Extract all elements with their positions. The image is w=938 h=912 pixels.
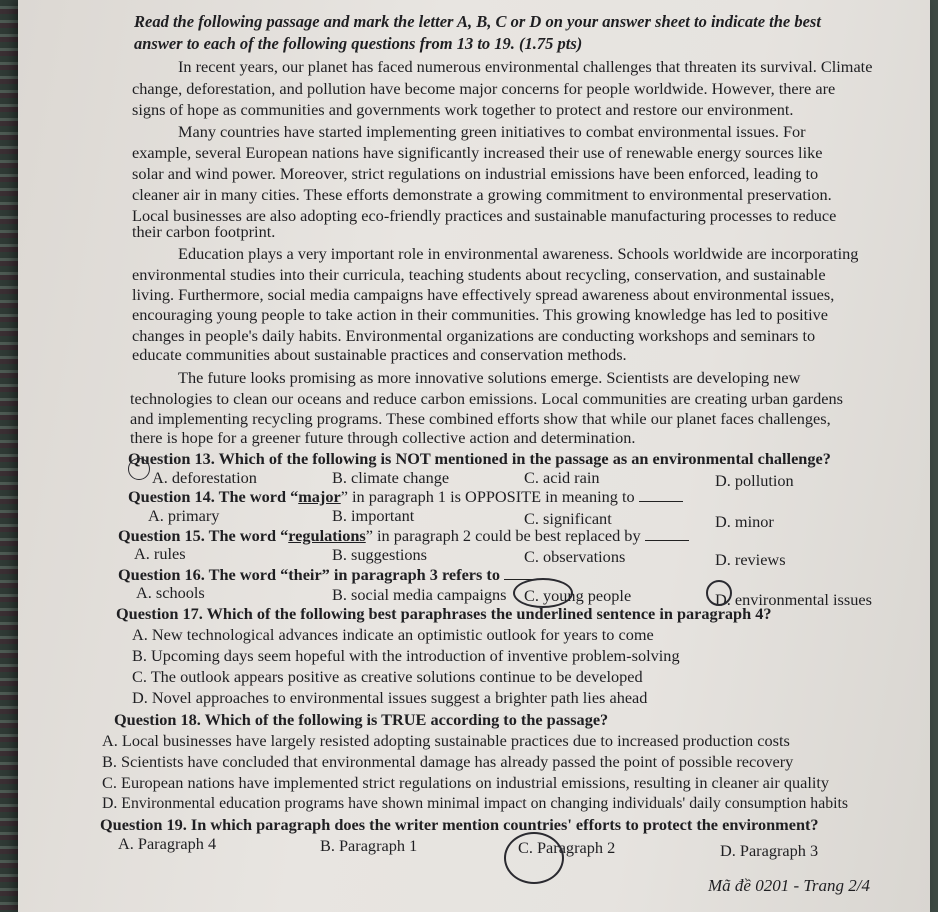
question-13-option-b: B. climate change bbox=[332, 468, 450, 487]
question-13-option-c: C. acid rain bbox=[524, 468, 600, 487]
question-14-option-a: A. primary bbox=[148, 506, 220, 525]
instruction-line-2: answer to each of the following questions from 13 to 19. (1.75 pts) bbox=[134, 34, 583, 53]
question-13-option-a: A. deforestation bbox=[152, 468, 257, 487]
paragraph-2-line: Local businesses are also adopting eco-friendly practices and sustainable manufacturing processes to reduce bbox=[132, 206, 837, 225]
question-14-option-c: C. significant bbox=[524, 509, 612, 528]
question-16-option-a: A. schools bbox=[136, 583, 205, 602]
question-13-stem: Question 13. Which of the following is NOT mentioned in the passage as an environmental challenge? bbox=[128, 449, 831, 468]
paragraph-4-line: technologies to clean our oceans and reduce carbon emissions. Local communities are creating urban gardens bbox=[130, 389, 843, 408]
question-17-option-a: A. New technological advances indicate an optimistic outlook for years to come bbox=[132, 625, 654, 644]
question-18-option-d: D. Environmental education programs have shown minimal impact on changing individuals' daily consumption habits bbox=[102, 795, 849, 812]
question-16-option-d: D. environmental issues bbox=[715, 590, 872, 609]
paragraph-3-line: encouraging young people to take action in their communities. This growing knowledge has led to positive bbox=[132, 305, 829, 324]
answer-mark-circle bbox=[706, 580, 732, 606]
page-footer: Mã đề 0201 - Trang 2/4 bbox=[708, 876, 870, 895]
question-16-stem-text: Question 16. The word “their” in paragraph 3 refers to bbox=[118, 565, 500, 584]
question-15-stem bbox=[118, 526, 689, 546]
question-15-option-a: A. rules bbox=[134, 544, 186, 563]
instruction-line-1: Read the following passage and mark the letter A, B, C or D on your answer sheet to indicate the best bbox=[134, 12, 821, 31]
question-18-stem: Question 18. Which of the following is TRUE according to the passage? bbox=[114, 710, 609, 729]
question-17-stem: Question 17. Which of the following best paraphrases the underlined sentence in paragraph 4? bbox=[116, 604, 772, 623]
question-13-option-d: D. pollution bbox=[715, 471, 794, 490]
paragraph-2-line: example, several European nations have significantly increased their use of renewable energy sources like bbox=[132, 143, 823, 162]
question-14-word: major bbox=[298, 487, 341, 506]
paragraph-3-line: living. Furthermore, social media campaigns have effectively spread awareness about environmental issues, bbox=[132, 285, 835, 304]
paragraph-2-line: their carbon footprint. bbox=[132, 222, 276, 241]
paragraph-4-line: there is hope for a greener future through collective action and determination. bbox=[130, 428, 636, 447]
answer-blank bbox=[645, 526, 689, 541]
paragraph-1-line: In recent years, our planet has faced numerous environmental challenges that threaten its survival. Climate bbox=[178, 57, 873, 76]
paragraph-2-line: solar and wind power. Moreover, strict regulations on industrial emissions have been enforced, leading to bbox=[132, 164, 819, 183]
paragraph-4-line: The future looks promising as more innovative solutions emerge. Scientists are developing new bbox=[178, 368, 801, 387]
question-16-option-b: B. social media campaigns bbox=[332, 585, 507, 604]
question-14-option-b: B. important bbox=[332, 506, 415, 525]
question-14-option-d: D. minor bbox=[715, 512, 774, 531]
paragraph-1-line: change, deforestation, and pollution have become major concerns for people worldwide. However, there are bbox=[132, 79, 836, 98]
question-19-stem: Question 19. In which paragraph does the writer mention countries' efforts to protect the environment? bbox=[100, 815, 819, 834]
question-15-stem-post: ” in paragraph 2 could be best replaced by bbox=[365, 526, 641, 545]
question-14-stem bbox=[128, 487, 683, 507]
question-17-option-b: B. Upcoming days seem hopeful with the introduction of inventive problem-solving bbox=[132, 646, 680, 665]
paragraph-2-line: Many countries have started implementing green initiatives to combat environmental issues. For bbox=[178, 122, 806, 141]
question-15-option-c: C. observations bbox=[524, 547, 626, 566]
question-18-option-b: B. Scientists have concluded that environmental damage has already passed the point of possible recovery bbox=[102, 752, 794, 771]
question-16-stem bbox=[118, 565, 548, 585]
question-19-option-a: A. Paragraph 4 bbox=[118, 834, 217, 853]
answer-mark-circle bbox=[128, 458, 150, 480]
paragraph-2-line: cleaner air in many cities. These efforts demonstrate a growing commitment to environmental preservation. bbox=[132, 185, 832, 204]
paragraph-1-line: signs of hope as communities and governments work together to protect and restore our environment. bbox=[132, 100, 794, 119]
question-15-option-d: D. reviews bbox=[715, 550, 786, 569]
question-18-option-c: C. European nations have implemented strict regulations on industrial emissions, resulting in cleaner air quality bbox=[102, 773, 830, 792]
question-16-option-c: C. young people bbox=[524, 586, 632, 605]
question-14-stem-post: ” in paragraph 1 is OPPOSITE in meaning to bbox=[340, 487, 635, 506]
paragraph-3-line: educate communities about sustainable practices and conservation methods. bbox=[132, 345, 627, 364]
question-19-option-c: C. Paragraph 2 bbox=[518, 838, 616, 857]
question-17-option-c: C. The outlook appears positive as creative solutions continue to be developed bbox=[132, 667, 643, 686]
question-15-word: regulations bbox=[288, 526, 366, 545]
question-19-option-d: D. Paragraph 3 bbox=[720, 841, 819, 860]
question-14-stem-pre: Question 14. The word “ bbox=[128, 487, 299, 506]
exam-page bbox=[18, 0, 930, 912]
question-15-stem-pre: Question 15. The word “ bbox=[118, 526, 289, 545]
background-edge bbox=[0, 0, 18, 912]
paragraph-3-line: environmental studies into their curricula, teaching students about recycling, conservation, and sustainable bbox=[132, 265, 826, 284]
paragraph-3-line: changes in people's daily habits. Environmental organizations are conducting workshops and seminars to bbox=[132, 326, 816, 345]
answer-mark-circle bbox=[513, 578, 573, 608]
question-18-option-a: A. Local businesses have largely resisted adopting sustainable practices due to increased production costs bbox=[102, 731, 790, 750]
paragraph-4-line: and implementing recycling programs. These combined efforts show that while our planet faces challenges, bbox=[130, 409, 831, 428]
question-19-option-b: B. Paragraph 1 bbox=[320, 836, 418, 855]
answer-mark-circle bbox=[504, 832, 564, 884]
question-17-option-d: D. Novel approaches to environmental issues suggest a brighter path lies ahead bbox=[132, 688, 648, 707]
question-15-option-b: B. suggestions bbox=[332, 545, 427, 564]
paragraph-3-line: Education plays a very important role in environmental awareness. Schools worldwide are incorporating bbox=[178, 244, 859, 263]
answer-blank bbox=[639, 487, 683, 502]
